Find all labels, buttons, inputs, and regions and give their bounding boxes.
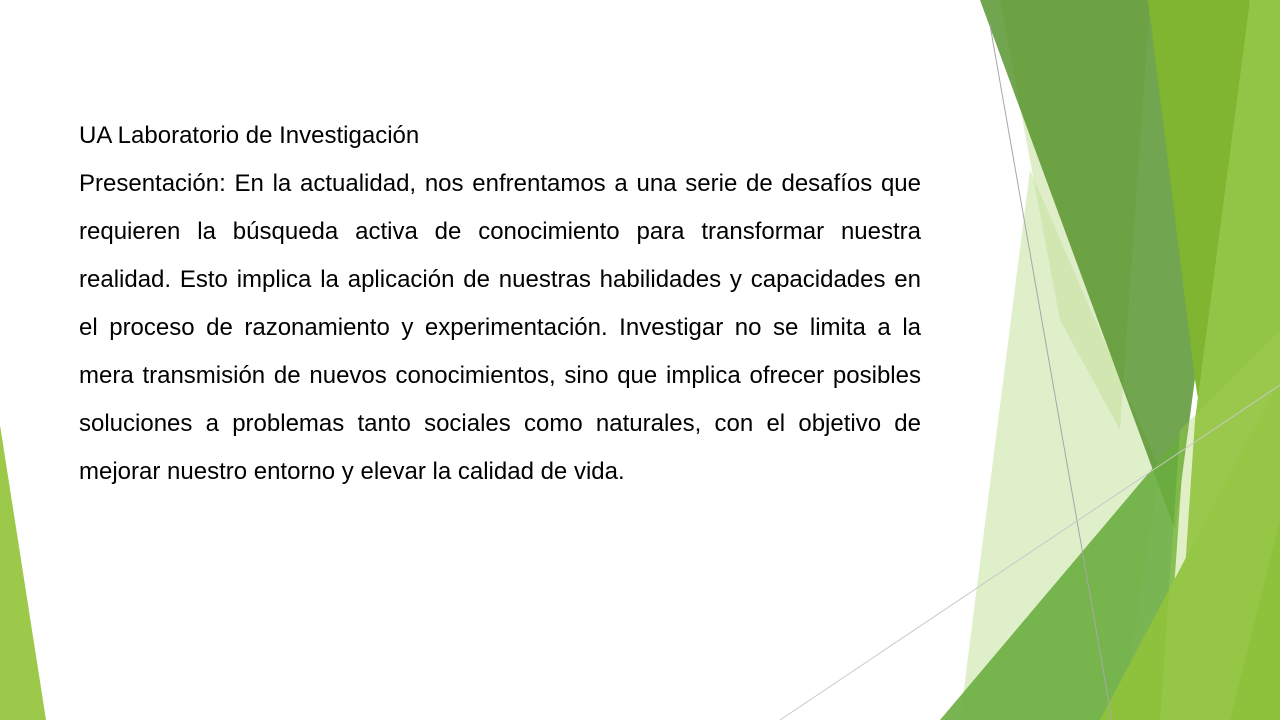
slide-title: UA Laboratorio de Investigación [79,122,420,149]
slide-body-text: Presentación: En la actualidad, nos enfrentamos a una serie de desafíos que requieren la búsqueda activa de conocimiento para transformar nuestra realidad. Esto implica la aplicación de nuestras habilidades y capacidades en el proceso de razonamiento y experimentación. Investigar no se limita a la mera transmisión de nuevos conocimientos, sino que implica ofrecer posibles soluciones a problemas tanto sociales como naturales, con el objetivo de mejorar nuestro entorno y elevar la calidad de vida. [79,170,921,485]
slide-content [79,112,921,496]
facet-left-edge [0,425,46,720]
